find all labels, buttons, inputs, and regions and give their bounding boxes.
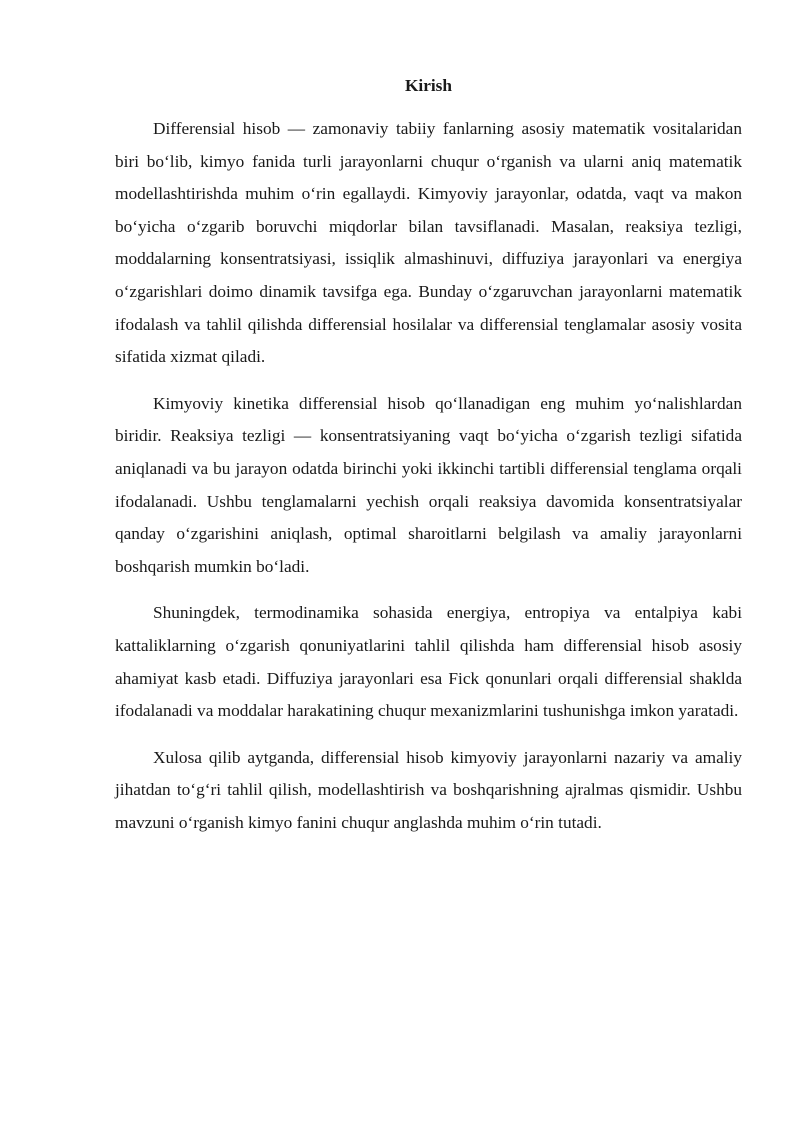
- paragraph-1: Differensial hisob — zamonaviy tabiiy fanlarning asosiy matematik vositalaridan biri bo‘lib, kimyo fanida turli jarayonlarni chuqur o‘rganish va ularni aniq matematik modellashtirishda muhim o‘rin egallaydi. Kimyoviy jarayonlar, odatda, vaqt va makon bo‘yicha o‘zgarib boruvchi miqdorlar bilan tavsiflanadi. Masalan, reaksiya tezligi, moddalarning konsentratsiyasi, issiqlik almashinuvi, diffuziya jarayonlari va energiya o‘zgarishlari doimo dinamik tavsifga ega. Bunday o‘zgaruvchan jarayonlarni matematik ifodalash va tahlil qilishda differensial hosilalar va differensial tenglamalar asosiy vosita sifatida xizmat qiladi.: [115, 119, 742, 367]
- document-body: [115, 70, 742, 853]
- section-title: Kirish: [404, 76, 453, 95]
- paragraph-2: Kimyoviy kinetika differensial hisob qo‘llanadigan eng muhim yo‘nalishlardan biridir. Reaksiya tezligi — konsentratsiyaning vaqt bo‘yicha o‘zgarish tezligi sifatida aniqlanadi va bu jarayon odatda birinchi yoki ikkinchi tartibli differensial tenglama orqali ifodalanadi. Ushbu tenglamalarni yechish orqali reaksiya davomida konsentratsiyalar qanday o‘zgarishini aniqlash, optimal sharoitlarni belgilash va amaliy jarayonlarni boshqarish mumkin bo‘ladi.: [115, 393, 742, 576]
- paragraph-3: Shuningdek, termodinamika sohasida energiya, entropiya va entalpiya kabi kattaliklarning o‘zgarish qonuniyatlarini tahlil qilishda ham differensial hisob asosiy ahamiyat kasb etadi. Diffuziya jarayonlari esa Fick qonunlari orqali differensial shaklda ifodalanadi va moddalar harakatining chuqur mexanizmlarini tushunishga imkon yaratadi.: [115, 603, 742, 721]
- paragraph-4: Xulosa qilib aytganda, differensial hisob kimyoviy jarayonlarni nazariy va amaliy jihatdan to‘g‘ri tahlil qilish, modellashtirish va boshqarishning ajralmas qismidir. Ushbu mavzuni o‘rganish kimyo fanini chuqur anglashda muhim o‘rin tutadi.: [115, 747, 742, 832]
